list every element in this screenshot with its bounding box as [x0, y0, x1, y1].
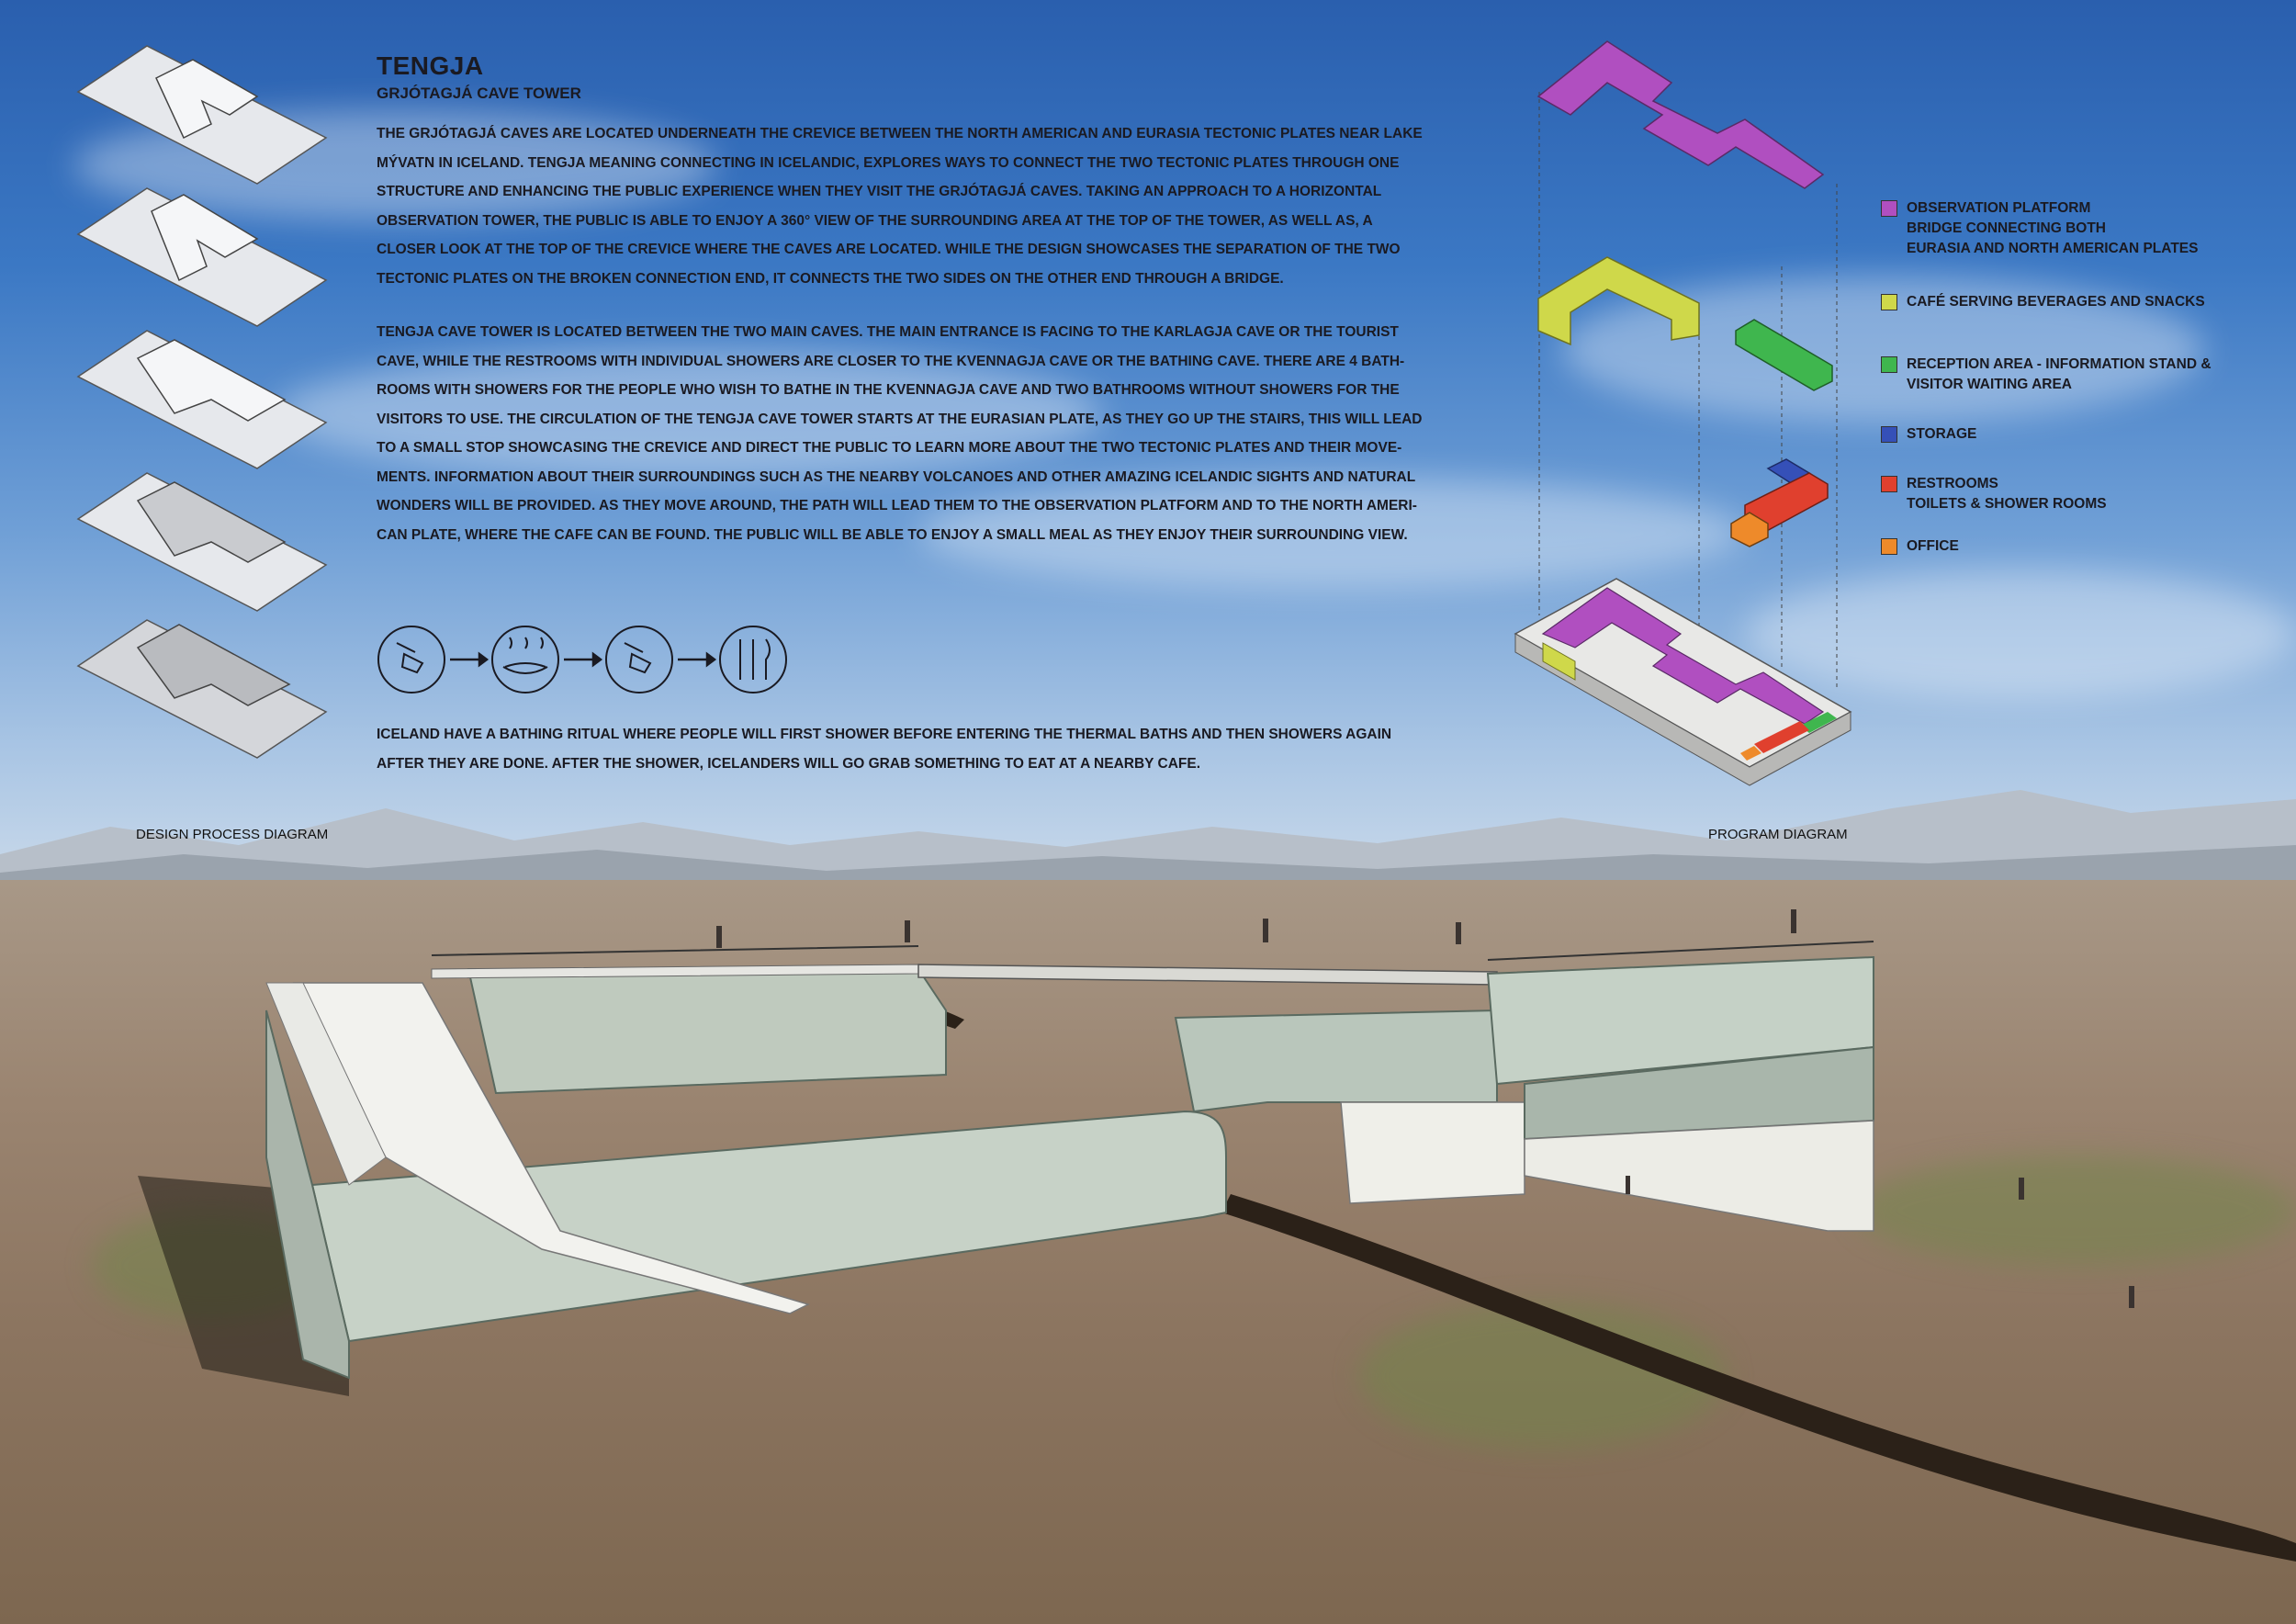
- mountain-range: [0, 790, 2296, 891]
- text-line: MÝVATN IN ICELAND. TENGJA MEANING CONNECTING IN ICELANDIC, EXPLORES WAYS TO CONNECT THE TWO TECTONIC PLATES THROUGH ONE: [377, 154, 1400, 171]
- circulation-paragraph: [377, 318, 1479, 549]
- observation-volume: [1538, 41, 1823, 188]
- legend-label: TOILETS & SHOWER ROOMS: [1907, 496, 2107, 512]
- legend-item-reception: [1881, 355, 2212, 395]
- design-process-caption: DESIGN PROCESS DIAGRAM: [136, 827, 329, 842]
- crevice: [1221, 1194, 2296, 1562]
- program-caption: PROGRAM DIAGRAM: [1708, 827, 1848, 842]
- text-line: CLOSER LOOK AT THE TOP OF THE CREVICE WHERE THE CAVES ARE LOCATED. WHILE THE DESIGN SHOWCASES THE SEPARATION OF THE TWO: [377, 242, 1401, 257]
- legend-item-office: [1881, 536, 1959, 557]
- legend-label: RESTROOMS: [1907, 476, 1998, 491]
- cafe-volume: [1538, 257, 1699, 344]
- shower-icon: [378, 626, 445, 693]
- text-line: THE GRJÓTAGJÁ CAVES ARE LOCATED UNDERNEATH THE CREVICE BETWEEN THE NORTH AMERICAN AND EURASIA TECTONIC PLATES NEAR LAKE: [377, 126, 1423, 141]
- restroom-volume: [1525, 1121, 1874, 1231]
- text-line: VISITORS TO USE. THE CIRCULATION OF THE TENGJA CAVE TOWER STARTS AT THE EURASIAN PLATE, AS THEY GO UP THE STAIRS, THIS WILL LEAD: [377, 411, 1423, 427]
- reception-glass-volume: [1176, 1010, 1497, 1111]
- text-line: CAVE, WHILE THE RESTROOMS WITH INDIVIDUAL SHOWERS ARE CLOSER TO THE KVENNAGJA CAVE OR THE BATHING CAVE. THERE ARE 4 BATH-: [377, 353, 1405, 369]
- intro-paragraph: [377, 119, 1479, 293]
- upper-glass-volume: [468, 969, 946, 1093]
- legend-item-cafe: [1881, 292, 2205, 312]
- legend-label: OBSERVATION PLATFORM: [1907, 200, 2091, 216]
- legend-swatch: [1881, 426, 1897, 443]
- legend-label: VISITOR WAITING AREA: [1907, 377, 2072, 392]
- legend-swatch: [1881, 538, 1897, 555]
- legend-swatch: [1881, 476, 1897, 492]
- legend-label: STORAGE: [1907, 426, 1977, 442]
- text-line: OBSERVATION TOWER, THE PUBLIC IS ABLE TO ENJOY A 360° VIEW OF THE SURROUNDING AREA AT THE TOP OF THE TOWER, AS WELL AS, A: [377, 212, 1373, 229]
- text-line: STRUCTURE AND ENHANCING THE PUBLIC EXPERIENCE WHEN THEY VISIT THE GRJÓTAGJÁ CAVES. TAKING AN APPROACH TO A HORIZONTAL: [377, 184, 1382, 199]
- text-line: TECTONIC PLATES ON THE BROKEN CONNECTION END, IT CONNECTS THE TWO SIDES ON THE OTHER END THROUGH A BRIDGE.: [377, 270, 1284, 287]
- page-subtitle: GRJÓTAGJÁ CAVE TOWER: [377, 85, 581, 102]
- legend-label: OFFICE: [1907, 538, 1959, 554]
- text-line: CAN PLATE, WHERE THE CAFE CAN BE FOUND. THE PUBLIC WILL BE ABLE TO ENJOY A SMALL MEAL AS THEY ENJOY THEIR SURROUNDING VIEW.: [377, 526, 1408, 543]
- legend-label: BRIDGE CONNECTING BOTH: [1907, 220, 2106, 236]
- thermal-bath-icon: [492, 626, 558, 693]
- text-line: AFTER THEY ARE DONE. AFTER THE SHOWER, ICELANDERS WILL GO GRAB SOMETHING TO EAT AT A NEARBY CAFE.: [377, 755, 1201, 772]
- legend-swatch: [1881, 356, 1897, 373]
- text-line: ROOMS WITH SHOWERS FOR THE PEOPLE WHO WISH TO BATHE IN THE KVENNAGJA CAVE AND TWO BATHROOMS WITHOUT SHOWERS FOR THE: [377, 382, 1400, 398]
- text-line: TENGJA CAVE TOWER IS LOCATED BETWEEN THE TWO MAIN CAVES. THE MAIN ENTRANCE IS FACING TO THE KARLAGJA CAVE OR THE TOURIST: [377, 324, 1399, 340]
- legend-item-storage: [1881, 424, 1976, 445]
- legend-swatch: [1881, 200, 1897, 217]
- page-title: TENGJA: [377, 51, 484, 80]
- legend-item-restrooms: [1881, 474, 2107, 514]
- text-line: ICELAND HAVE A BATHING RITUAL WHERE PEOPLE WILL FIRST SHOWER BEFORE ENTERING THE THERMAL BATHS AND THEN SHOWERS AGAIN: [377, 727, 1392, 742]
- building-rendering: [0, 882, 2296, 1624]
- legend-label: RECEPTION AREA - INFORMATION STAND &: [1907, 356, 2212, 372]
- bathing-ritual-sequence: [377, 623, 799, 696]
- bridge: [918, 964, 1497, 985]
- text-line: WONDERS WILL BE PROVIDED. AS THEY MOVE AROUND, THE PATH WILL LEAD THEM TO THE OBSERVATION PLATFORM AND TO THE NORTH AMERI-: [377, 498, 1417, 513]
- text-line: MENTS. INFORMATION ABOUT THEIR SURROUNDINGS SUCH AS THE NEARBY VOLCANOES AND OTHER AMAZING ICELANDIC SIGHTS AND NATURAL: [377, 468, 1416, 485]
- program-diagram: [1506, 28, 1864, 799]
- legend-label: EURASIA AND NORTH AMERICAN PLATES: [1907, 241, 2199, 256]
- legend-item-observation: [1881, 198, 2198, 259]
- design-process-diagram: [73, 37, 340, 772]
- text-line: TO A SMALL STOP SHOWCASING THE CREVICE AND DIRECT THE PUBLIC TO LEARN MORE ABOUT THE TWO TECTONIC PLATES AND THEIR MOVE-: [377, 440, 1402, 456]
- ritual-paragraph: [377, 720, 1479, 778]
- shower-icon: [606, 626, 672, 693]
- legend-swatch: [1881, 294, 1897, 310]
- legend-label: CAFÉ SERVING BEVERAGES AND SNACKS: [1907, 294, 2205, 310]
- reception-volume: [1736, 320, 1832, 390]
